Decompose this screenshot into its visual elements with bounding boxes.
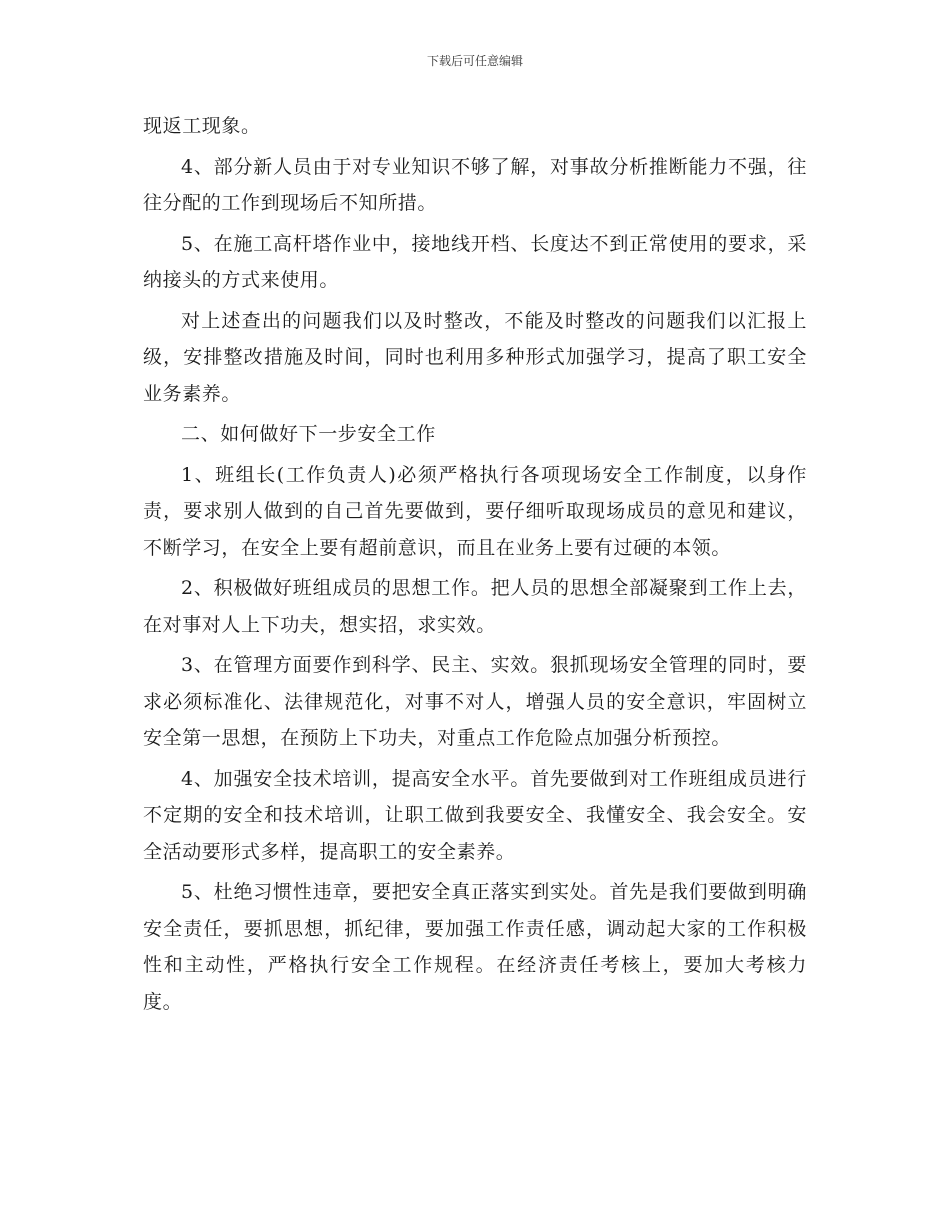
paragraph: 现返工现象。 [143, 115, 261, 137]
paragraph: 4、加强安全技术培训，提高安全水平。首先要做到对工作班组成员进行不定期的安全和技术培训，让职工做到我要安全、我懂安全、我会安全。安全活动要形式多样，提高职工的安全素养。 [143, 767, 807, 863]
paragraph: 对上述查出的问题我们以及时整改，不能及时整改的问题我们以汇报上级，安排整改措施及时间，同时也利用多种形式加强学习，提高了职工安全业务素养。 [143, 309, 807, 405]
paragraph: 2、积极做好班组成员的思想工作。把人员的思想全部凝聚到工作上去，在对事对人上下功夫，想实招，求实效。 [143, 577, 807, 636]
document-body [143, 108, 807, 1024]
paragraph: 3、在管理方面要作到科学、民主、实效。狠抓现场安全管理的同时，要求必须标准化、法律规范化，对事不对人，增强人员的安全意识，牢固树立安全第一思想，在预防上下功夫，对重点工作危险点加强分析预控。 [143, 654, 807, 749]
section-heading: 二、如何做好下一步安全工作 [181, 423, 436, 445]
paragraph: 4、部分新人员由于对专业知识不够了解，对事故分析推断能力不强，往往分配的工作到现场后不知所措。 [143, 155, 807, 214]
paragraph: 5、在施工高杆塔作业中，接地线开档、长度达不到正常使用的要求，采纳接头的方式来使用。 [143, 232, 807, 291]
page-header: 下载后可任意编辑 [426, 54, 523, 68]
paragraph: 1、班组长(工作负责人)必须严格执行各项现场安全工作制度，以身作责，要求别人做到的自己首先要做到，要仔细听取现场成员的意见和建议，不断学习，在安全上要有超前意识，而且在业务上要有过硬的本领。 [143, 463, 807, 559]
paragraph: 5、杜绝习惯性违章，要把安全真正落实到实处。首先是我们要做到明确安全责任，要抓思想，抓纪律，要加强工作责任感，调动起大家的工作积极性和主动性，严格执行安全工作规程。在经济责任考核上，要加大考核力度。 [143, 881, 807, 1013]
